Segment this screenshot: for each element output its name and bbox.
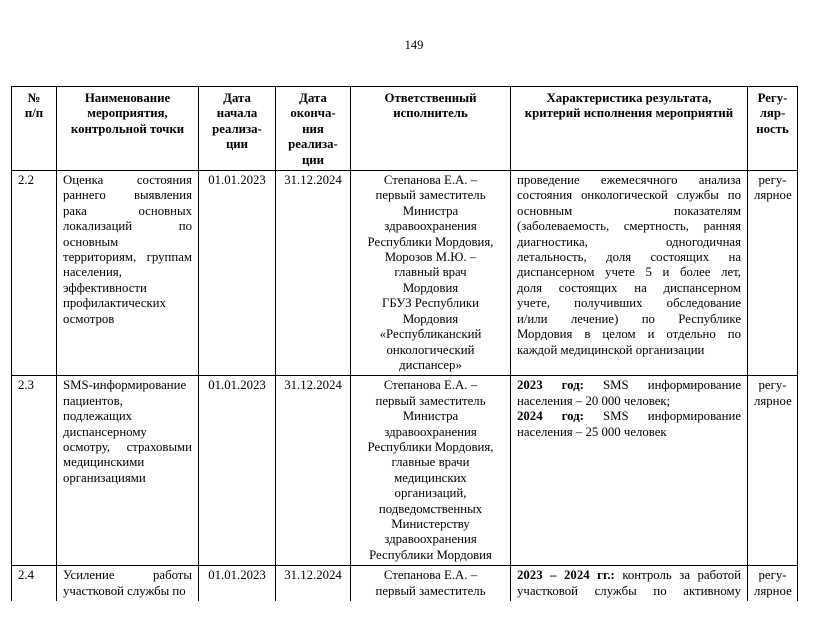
header-responsible: Ответственный исполнитель	[351, 87, 511, 171]
header-number: № п/п	[12, 87, 57, 171]
responsible-cell: Степанова Е.А. – первый заместитель Министра здравоохранения Республики Мордовия, главные врачи медицинских организаций, подведомственных Министерству здравоохранения Республики Мордовия	[351, 376, 511, 566]
regularity-cell: регу- лярное	[748, 376, 798, 566]
activity-name-cell: Усиление работы участковой службы по	[57, 566, 199, 601]
responsible-cell: Степанова Е.А. – первый заместитель	[351, 566, 511, 601]
regularity-cell: регу- лярное	[748, 171, 798, 376]
start-date-cell: 01.01.2023	[199, 566, 276, 601]
row-number: 2.2	[12, 171, 57, 376]
header-activity-name: Наименование мероприятия, контрольной точки	[57, 87, 199, 171]
header-end-date: Дата оконча- ния реализа- ции	[276, 87, 351, 171]
activity-plan-table	[11, 86, 798, 601]
table-row	[12, 566, 798, 601]
table-header-row	[12, 87, 798, 171]
table-row	[12, 171, 798, 376]
header-result: Характеристика результата, критерий исполнения мероприятий	[511, 87, 748, 171]
activity-name-cell: SMS-информирование пациентов, подлежащих диспансерному осмотру, страховыми медицинскими организациями	[57, 376, 199, 566]
period-label: 2023 – 2024 гг.:	[517, 568, 615, 583]
end-date-cell: 31.12.2024	[276, 376, 351, 566]
result-cell: проведение ежемесячного анализа состояния онкологической службы по основным показателям (заболеваемость, смертность, ранняя диагностика, одногодичная летальность, доля состоящих на диспансерном учете 5 и более лет, доля состоящих на диспансерном учете, получивших обследование и/или лечение) по Республике Мордовия в целом и отдельно по каждой медицинской организации	[511, 171, 748, 376]
responsible-cell: Степанова Е.А. – первый заместитель Министра здравоохранения Республики Мордовия, Морозов М.Ю. – главный врач Мордовия ГБУЗ Республики Мордовия «Республиканский онкологический диспансер»	[351, 171, 511, 376]
end-date-cell: 31.12.2024	[276, 171, 351, 376]
result-cell: 2023 год: SMS информирование населения – 20 000 человек; 2024 год: SMS информирование населения – 25 000 человек	[511, 376, 748, 566]
start-date-cell: 01.01.2023	[199, 376, 276, 566]
result-cell: 2023 – 2024 гг.: контроль за работой участковой службы по активному	[511, 566, 748, 601]
table-row	[12, 376, 798, 566]
activity-name-cell: Оценка состояния раннего выявления рака основных локализаций по основным территориям, группам населения, эффективности профилактических осмотров	[57, 171, 199, 376]
start-date-cell: 01.01.2023	[199, 171, 276, 376]
page-number: 149	[404, 38, 424, 52]
row-number: 2.3	[12, 376, 57, 566]
year-2023-label: 2023 год:	[517, 378, 584, 393]
row-number: 2.4	[12, 566, 57, 601]
year-2024-label: 2024 год:	[517, 409, 584, 424]
header-start-date: Дата начала реализа- ции	[199, 87, 276, 171]
header-regularity: Регу- ляр- ность	[748, 87, 798, 171]
regularity-cell: регу- лярное	[748, 566, 798, 601]
end-date-cell: 31.12.2024	[276, 566, 351, 601]
